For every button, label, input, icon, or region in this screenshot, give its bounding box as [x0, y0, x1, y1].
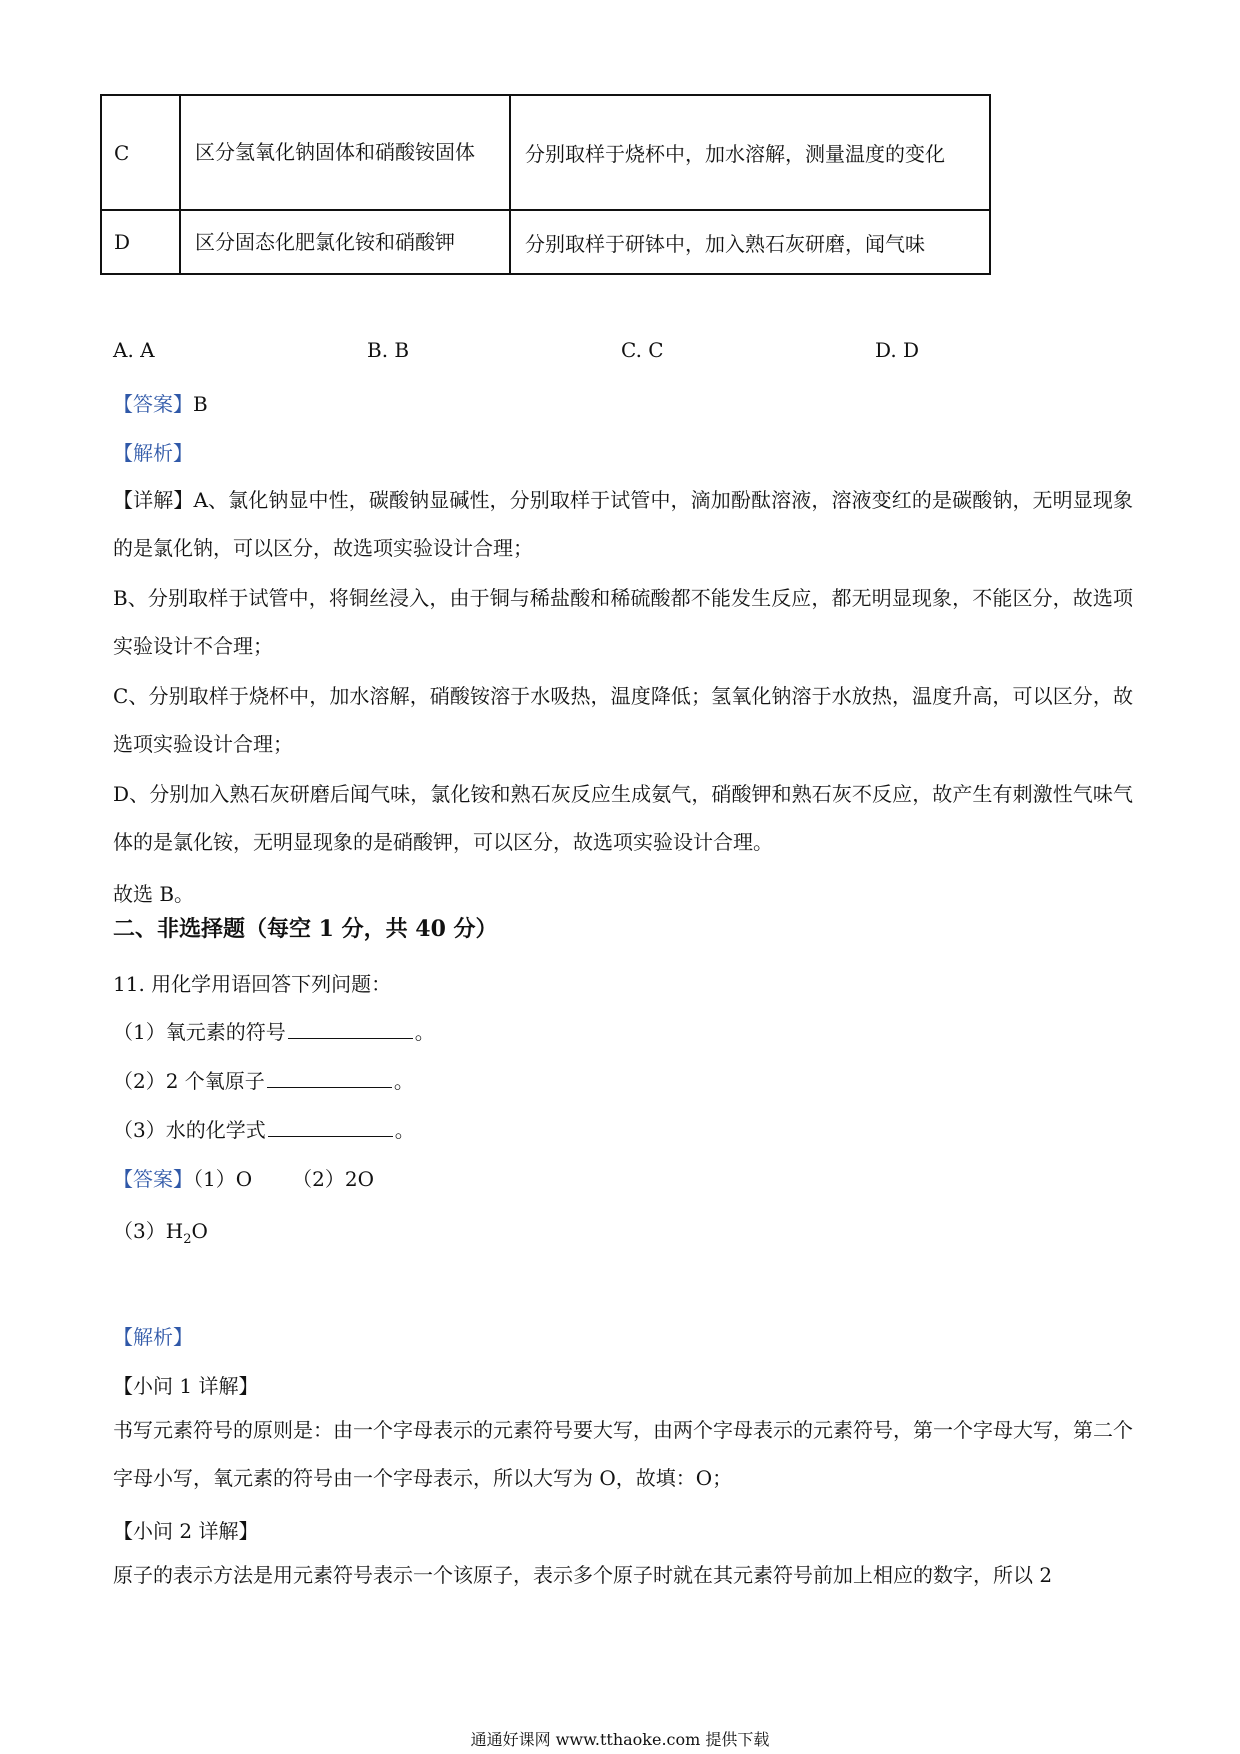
q10-detail-d: D、分别加入熟石灰研磨后闻气味，氯化铵和熟石灰反应生成氨气，硝酸钾和熟石灰不反应，故产生有刺激性气味气体的是氯化铵，无明显现象的是硝酸钾，可以区分，故选项实验设计合理。: [113, 782, 1133, 854]
q11-analysis-tag: 【解析】: [113, 1325, 193, 1349]
sub1-text: （1）氧元素的符号: [113, 1020, 286, 1044]
q11-stem: 11. 用化学用语回答下列问题：: [113, 972, 392, 996]
choice-c: C. C: [621, 338, 664, 362]
row-label: D: [101, 210, 180, 274]
q11-sub1: [113, 1016, 435, 1045]
q11-answer-3: [113, 1215, 208, 1247]
answer-choices: [113, 338, 1113, 368]
q11-small1-tag: 【小问 1 详解】: [113, 1374, 259, 1398]
answer-tag: 【答案】: [113, 392, 193, 416]
end-mark: 。: [394, 1118, 415, 1142]
q11-small1-text: 书写元素符号的原则是：由一个字母表示的元素符号要大写，由两个字母表示的元素符号，第一个字母大写，第二个字母小写，氧元素的符号由一个字母表示，所以大写为 O，故填：O；: [113, 1418, 1133, 1490]
choice-a: A. A: [113, 338, 155, 362]
answer-1: （1）O: [193, 1167, 253, 1191]
choice-d: D. D: [875, 338, 920, 362]
row-label: C: [101, 95, 180, 210]
experiment-table: [100, 94, 991, 275]
q10-detail-a: [113, 476, 1133, 572]
row-method: 分别取样于研钵中，加入熟石灰研磨，闻气味: [510, 210, 990, 274]
row-method: 分别取样于烧杯中，加水溶解，测量温度的变化: [510, 95, 990, 210]
answer-3-subscript: 2: [183, 1232, 192, 1247]
q11-small2-tag: 【小问 2 详解】: [113, 1519, 259, 1543]
answer-2: （2）2O: [292, 1167, 374, 1191]
q10-conclusion: 故选 B。: [113, 882, 195, 906]
table-row: [101, 95, 990, 210]
footer-watermark: 通通好课网 www.tthaoke.com 提供下载: [470, 1730, 770, 1749]
row-purpose: 区分氢氧化钠固体和硝酸铵固体: [180, 95, 510, 210]
q10-detail-b: B、分别取样于试管中，将铜丝浸入，由于铜与稀盐酸和稀硫酸都不能发生反应，都无明显现象，不能区分，故选项实验设计不合理；: [113, 586, 1133, 658]
answer-3-h: H: [165, 1219, 184, 1243]
answer-3-o: O: [191, 1219, 208, 1243]
q10-detail-c: C、分别取样于烧杯中，加水溶解，硝酸铵溶于水吸热，温度降低；氢氧化钠溶于水放热，温度升高，可以区分，故选项实验设计合理；: [113, 684, 1133, 756]
answer-tag: 【答案】: [113, 1167, 193, 1191]
choice-b: B. B: [367, 338, 410, 362]
end-mark: 。: [414, 1020, 435, 1044]
table-row: [101, 210, 990, 274]
q11-answer: [113, 1163, 374, 1192]
answer-3-prefix: （3）: [113, 1219, 166, 1243]
section-title: 二、非选择题（每空 1 分，共 40 分）: [113, 916, 498, 942]
answer-blank: [267, 1067, 392, 1088]
q11-small2-text: 原子的表示方法是用元素符号表示一个该原子，表示多个原子时就在其元素符号前加上相应的数字，所以 2: [113, 1563, 1053, 1587]
answer-blank: [288, 1018, 413, 1039]
detail-tag: 【详解】: [113, 488, 194, 512]
q11-sub3: [113, 1114, 415, 1143]
answer-value: B: [193, 392, 208, 416]
q11-sub2: [113, 1065, 414, 1094]
q10-answer: [113, 388, 208, 417]
q10-analysis-tag: 【解析】: [113, 441, 193, 465]
detail-a-text: A、氯化钠显中性，碳酸钠显碱性，分别取样于试管中，滴加酚酞溶液，溶液变红的是碳酸钠，无明显现象的是氯化钠，可以区分，故选项实验设计合理；: [113, 488, 1133, 560]
answer-blank: [268, 1116, 393, 1137]
row-purpose: 区分固态化肥氯化铵和硝酸钾: [180, 210, 510, 274]
end-mark: 。: [393, 1069, 414, 1093]
sub3-text: （3）水的化学式: [113, 1118, 266, 1142]
sub2-text: （2）2 个氧原子: [113, 1069, 265, 1093]
